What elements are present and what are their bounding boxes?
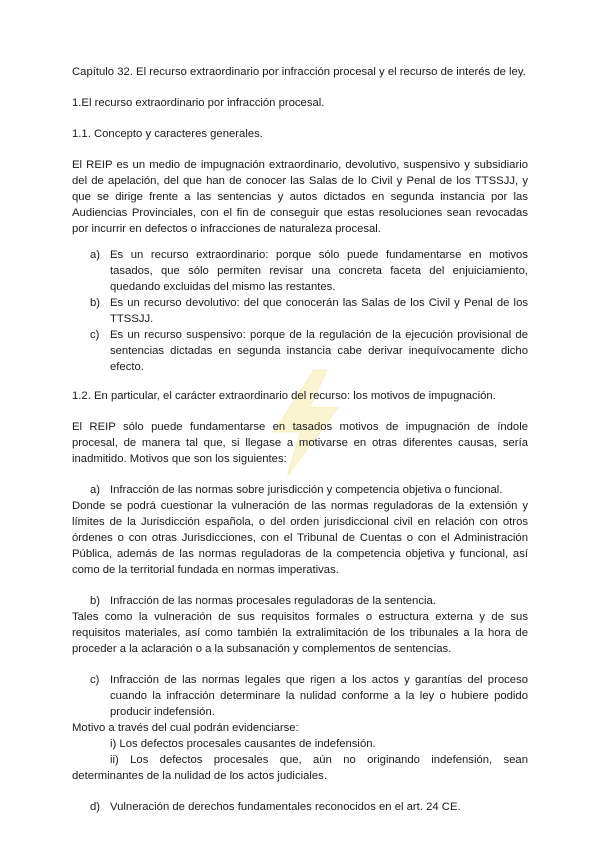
list-item-text: Es un recurso suspensivo: porque de la regulación de la ejecución provisional de sentencias dictadas en segunda instancia cabe derivar inequívocamente dicho efecto.	[110, 329, 528, 373]
document-page	[72, 64, 528, 815]
intro-paragraph: El REIP es un medio de impugnación extraordinario, devolutivo, suspensivo y subsidiario del de apelación, del que han de conocer las Salas de lo Civil y Penal de los TTSSJJ, y que se dirige frente a las sentencias y autos dictados en segunda instancia por las Audiencias Provinciales, con el fin de conseguir que estas resoluciones sean revocadas por incurrir en defectos o infracciones de naturaleza procesal.	[72, 159, 528, 235]
motive-b-body: Tales como la vulneración de sus requisitos formales o estructura externa y de sus requisitos materiales, así como también la extralimitación de los tribunales a la hora de proceder a la aclaración o a la subsanación y complementos de sentencias.	[72, 611, 528, 655]
motive-c-heading	[72, 672, 528, 720]
chapter-title: Capítulo 32. El recurso extraordinario por infracción procesal y el recurso de interés de ley.	[72, 66, 526, 78]
list-item-text: Es un recurso extraordinario: porque sólo puede fundamentarse en motivos tasados, que sólo permiten revisar una concreta faceta del enjuiciamiento, quedando excluidas del mismo las restantes.	[110, 249, 528, 293]
list-item	[72, 327, 528, 375]
motive-c-title: Infracción de las normas legales que rigen a los actos y garantías del proceso cuando la infracción determinare la nulidad conforme a la ley o hubiere podido producir indefensión.	[110, 674, 528, 718]
list-marker: b)	[90, 595, 101, 607]
characters-list	[72, 247, 528, 375]
section-heading-1-1: 1.1. Concepto y caracteres generales.	[72, 128, 263, 140]
list-marker: d)	[90, 801, 101, 813]
motive-c-item-i: i) Los defectos procesales causantes de indefensión.	[110, 738, 376, 750]
list-marker: b)	[90, 297, 101, 309]
motive-a-title: Infracción de las normas sobre jurisdicción y competencia objetiva o funcional.	[110, 484, 503, 496]
motive-b-heading	[72, 593, 528, 609]
section-heading-1-2: 1.2. En particular, el carácter extraordinario del recurso: los motivos de impugnación.	[72, 390, 496, 402]
motive-d-heading	[72, 799, 528, 815]
motives-intro-paragraph: El REIP sólo puede fundamentarse en tasados motivos de impugnación de índole procesal, de manera tal que, si llegase a motivarse en otras diferentes causas, sería inadmitido. Motivos que son los siguientes:	[72, 421, 528, 465]
list-item	[72, 295, 528, 327]
motive-d-title: Vulneración de derechos fundamentales reconocidos en el art. 24 CE.	[110, 801, 461, 813]
list-marker: a)	[90, 249, 101, 261]
list-marker: a)	[90, 484, 101, 496]
motive-c-body: Motivo a través del cual podrán evidenciarse:	[72, 722, 299, 734]
motive-a-heading	[72, 482, 528, 498]
list-item-text: Es un recurso devolutivo: del que conocerán las Salas de los Civil y Penal de los TTSSJJ.	[110, 297, 528, 325]
list-item	[72, 247, 528, 295]
motive-a-body: Donde se podrá cuestionar la vulneración de las normas reguladoras de la extensión y límites de la Jurisdicción española, o del orden jurisdiccional civil en relación con otros órdenes o con otras Jurisdicciones, con el Tribunal de Cuentas o con el Administración Pública, además de las normas reguladoras de la competencia objetiva y funcional, así como de la territorial fundada en normas imperativas.	[72, 500, 528, 576]
list-marker: c)	[90, 674, 100, 686]
list-marker: c)	[90, 329, 100, 341]
motive-b-title: Infracción de las normas procesales reguladoras de la sentencia.	[110, 595, 436, 607]
section-heading-1: 1.El recurso extraordinario por infracción procesal.	[72, 97, 325, 109]
motive-c-item-ii: ii) Los defectos procesales que, aún no originando indefensión, sean determinantes de la nulidad de los actos judiciales.	[72, 754, 528, 782]
